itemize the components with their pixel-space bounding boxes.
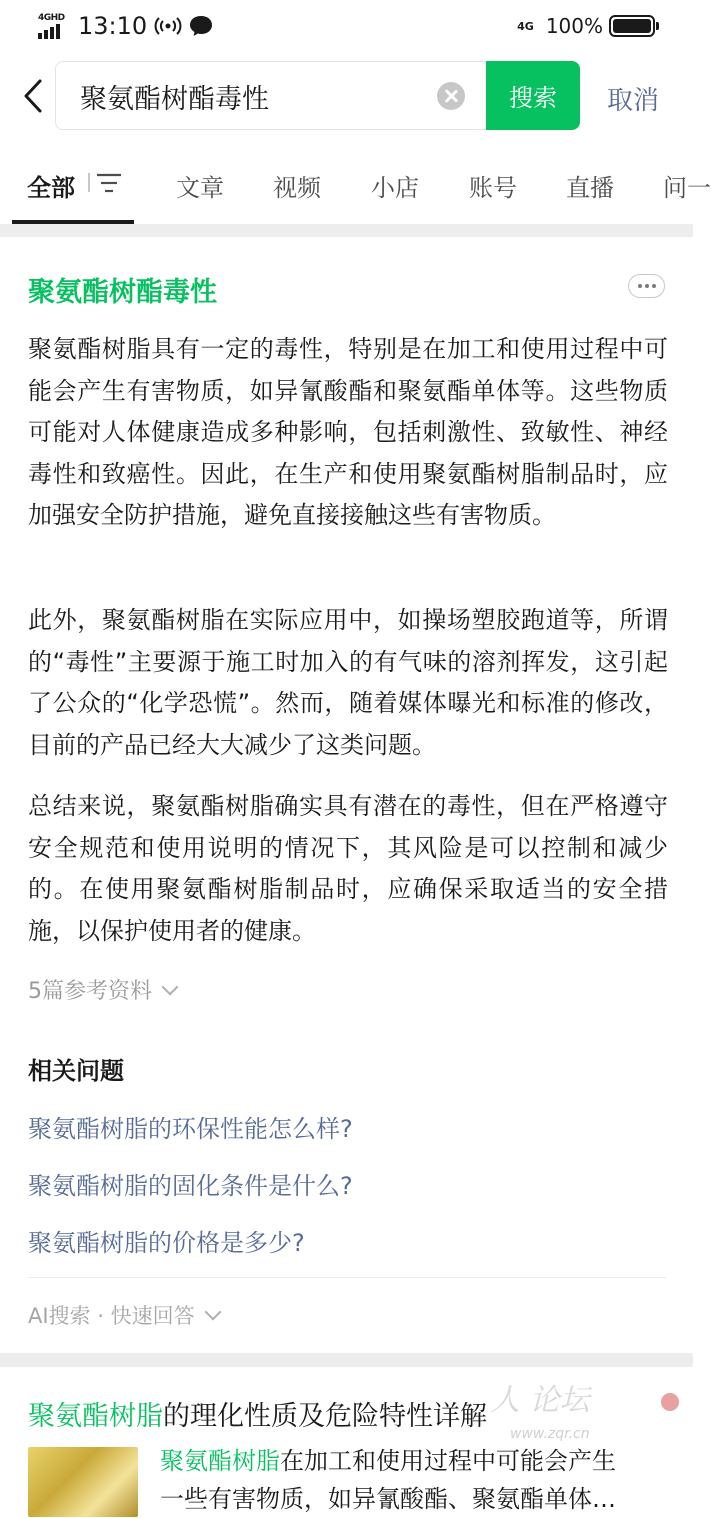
references-toggle[interactable] [28,974,176,1005]
result-title-highlight: 聚氨酯树脂 [28,1401,163,1432]
ai-search-label: AI搜索 · 快速回答 [28,1304,195,1328]
section-divider [0,1353,693,1367]
tab-articles[interactable]: 文章 [176,174,224,202]
cancel-button[interactable]: 取消 [607,86,660,116]
network-type-right: 4G [517,19,534,33]
category-tabs [0,150,711,224]
related-question-link[interactable]: 聚氨酯树脂的价格是多少? [28,1229,305,1257]
search-box [55,61,579,130]
svg-text:人 论坛: 人 论坛 [490,1383,590,1418]
tab-shops[interactable]: 小店 [371,174,419,202]
more-options-button[interactable] [628,274,665,298]
search-input[interactable] [80,76,420,116]
related-question-link[interactable]: 聚氨酯树脂的固化条件是什么? [28,1172,353,1200]
status-time: 13:10 [78,12,148,40]
result-title-link[interactable] [28,1394,487,1433]
chevron-down-icon [204,1304,221,1321]
ai-search-footer[interactable] [28,1300,219,1330]
filter-icon[interactable] [87,170,123,196]
search-button[interactable]: 搜索 [486,61,580,130]
clear-icon[interactable] [437,82,465,110]
tab-live[interactable]: 直播 [566,174,614,202]
snippet-text-cut: 一些有害物质，如异氰酸酯、聚氨酯单体… [160,1485,616,1513]
tab-videos[interactable]: 视频 [273,174,321,202]
hotspot-icon [155,15,181,37]
answer-paragraph: 此外，聚氨酯树脂在实际应用中，如操场塑胶跑道等，所谓的“毒性”主要源于施工时加入的有气味的溶剂挥发，这引起了公众的“化学恐慌”。然而，随着媒体曝光和标准的修改，目前的产品已经大大减少了这类问题。 [28,606,668,759]
tab-accounts[interactable]: 账号 [469,174,517,202]
result-thumbnail[interactable] [28,1447,138,1517]
status-bar [0,0,693,56]
battery-icon [609,15,655,37]
references-label: 5篇参考资料 [28,979,152,1004]
ai-answer-title: 聚氨酯树酯毒性 [28,277,217,308]
watermark [470,1376,690,1446]
snippet-highlight: 聚氨酯树脂 [160,1447,280,1475]
related-questions-title: 相关问题 [28,1057,124,1085]
chevron-down-icon [162,978,179,995]
tab-all[interactable]: 全部 [27,174,75,202]
chat-notification-icon [189,14,213,38]
battery-percent: 100% [545,14,603,38]
divider [28,1277,666,1278]
section-divider [0,224,693,237]
answer-paragraph: 聚氨酯树脂具有一定的毒性，特别是在加工和使用过程中可能会产生有害物质，如异氰酸酯和聚氨酯单体等。这些物质可能对人体健康造成多种影响，包括刺激性、致敏性、神经毒性和致癌性。因此，在生产和使用聚氨酯树脂制品时，应加强安全防护措施，避免直接接触这些有害物质。 [28,335,668,529]
watermark-url: www.zqr.cn [510,1426,590,1442]
related-question-link[interactable]: 聚氨酯树脂的环保性能怎么样? [28,1115,353,1143]
snippet-text: 在加工和使用过程中可能会产生 [280,1447,616,1475]
result-title-text: 的理化性质及危险特性详解 [163,1401,487,1432]
back-arrow-icon[interactable] [20,78,50,114]
network-type: 4GHD [38,13,65,23]
result-snippet [160,1442,660,1513]
cellular-signal-icon [38,13,70,39]
tab-ask[interactable]: 问一 [663,174,711,202]
answer-paragraph: 总结来说，聚氨酯树脂确实具有潜在的毒性，但在严格遵守安全规范和使用说明的情况下，其风险是可以控制和减少的。在使用聚氨酯树脂制品时，应确保采取适当的安全措施，以保护使用者的健康。 [28,792,668,945]
